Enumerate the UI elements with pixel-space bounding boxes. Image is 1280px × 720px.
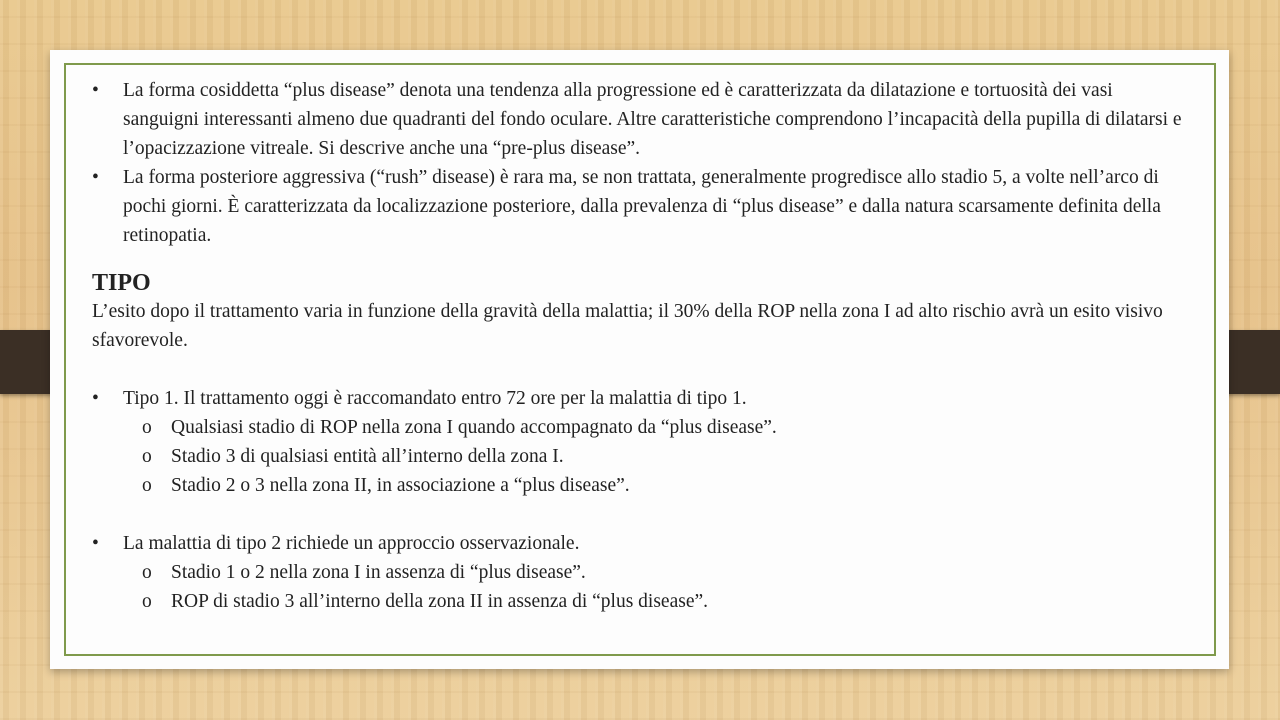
sub-bullet	[92, 558, 1192, 587]
sub-bullet	[92, 587, 1192, 616]
bullet-rush-disease	[92, 163, 1192, 250]
sub-bullet-text: Stadio 1 o 2 nella zona I in assenza di “plus disease”.	[171, 562, 586, 583]
section-heading: TIPO	[92, 270, 151, 296]
bullet-text: La forma cosiddetta “plus disease” denota una tendenza alla progressione ed è caratterizzata da dilatazione e tortuosità dei vasi sanguigni interessanti almeno due quadranti del fondo oculare. Altre caratteristiche comprendono l’incapacità della pupilla di dilatarsi e l’opacizzazione vitreale. Si descrive anche una “pre-plus disease”.	[123, 80, 1182, 159]
intro-paragraph: L’esito dopo il trattamento varia in funzione della gravità della malattia; il 30% della ROP nella zona I ad alto rischio avrà un esito visivo sfavorevole.	[92, 301, 1163, 351]
sub-bullet-icon: o	[142, 417, 152, 438]
bullet-tipo1	[92, 384, 1192, 413]
bullet-tipo2	[92, 529, 1192, 558]
sub-bullet-text: Qualsiasi stadio di ROP nella zona I quando accompagnato da “plus disease”.	[171, 417, 777, 438]
sub-bullet-icon: o	[142, 475, 152, 496]
sub-bullet-text: Stadio 3 di qualsiasi entità all’interno della zona I.	[171, 446, 564, 467]
slide-paper	[50, 50, 1229, 669]
slide-content	[92, 76, 1192, 616]
sub-bullet-icon: o	[142, 446, 152, 467]
top-bullet-list	[92, 76, 1192, 250]
bullet-plus-disease	[92, 76, 1192, 163]
sub-bullet	[92, 413, 1192, 442]
spacer	[92, 355, 1192, 384]
sub-bullet	[92, 471, 1192, 500]
bullet-icon: •	[92, 167, 99, 188]
spacer	[92, 500, 1192, 529]
bullet-text: La forma posteriore aggressiva (“rush” disease) è rara ma, se non trattata, generalmente progredisce allo stadio 5, a volte nell’arco di pochi giorni. È caratterizzata da localizzazione posteriore, dalla prevalenza di “plus disease” e dalla natura scarsamente definita della retinopatia.	[123, 167, 1161, 246]
sub-bullet-text: Stadio 2 o 3 nella zona II, in associazione a “plus disease”.	[171, 475, 630, 496]
sub-bullet-icon: o	[142, 591, 152, 612]
sub-bullet-icon: o	[142, 562, 152, 583]
bullet-icon: •	[92, 533, 99, 554]
sub-bullet-text: ROP di stadio 3 all’interno della zona II in assenza di “plus disease”.	[171, 591, 709, 612]
tipo1-list	[92, 384, 1192, 500]
bullet-text: La malattia di tipo 2 richiede un approccio osservazionale.	[123, 533, 580, 554]
bullet-text: Tipo 1. Il trattamento oggi è raccomandato entro 72 ore per la malattia di tipo 1.	[123, 388, 747, 409]
sub-bullet	[92, 442, 1192, 471]
bullet-icon: •	[92, 388, 99, 409]
bullet-icon: •	[92, 80, 99, 101]
tipo2-list	[92, 529, 1192, 616]
